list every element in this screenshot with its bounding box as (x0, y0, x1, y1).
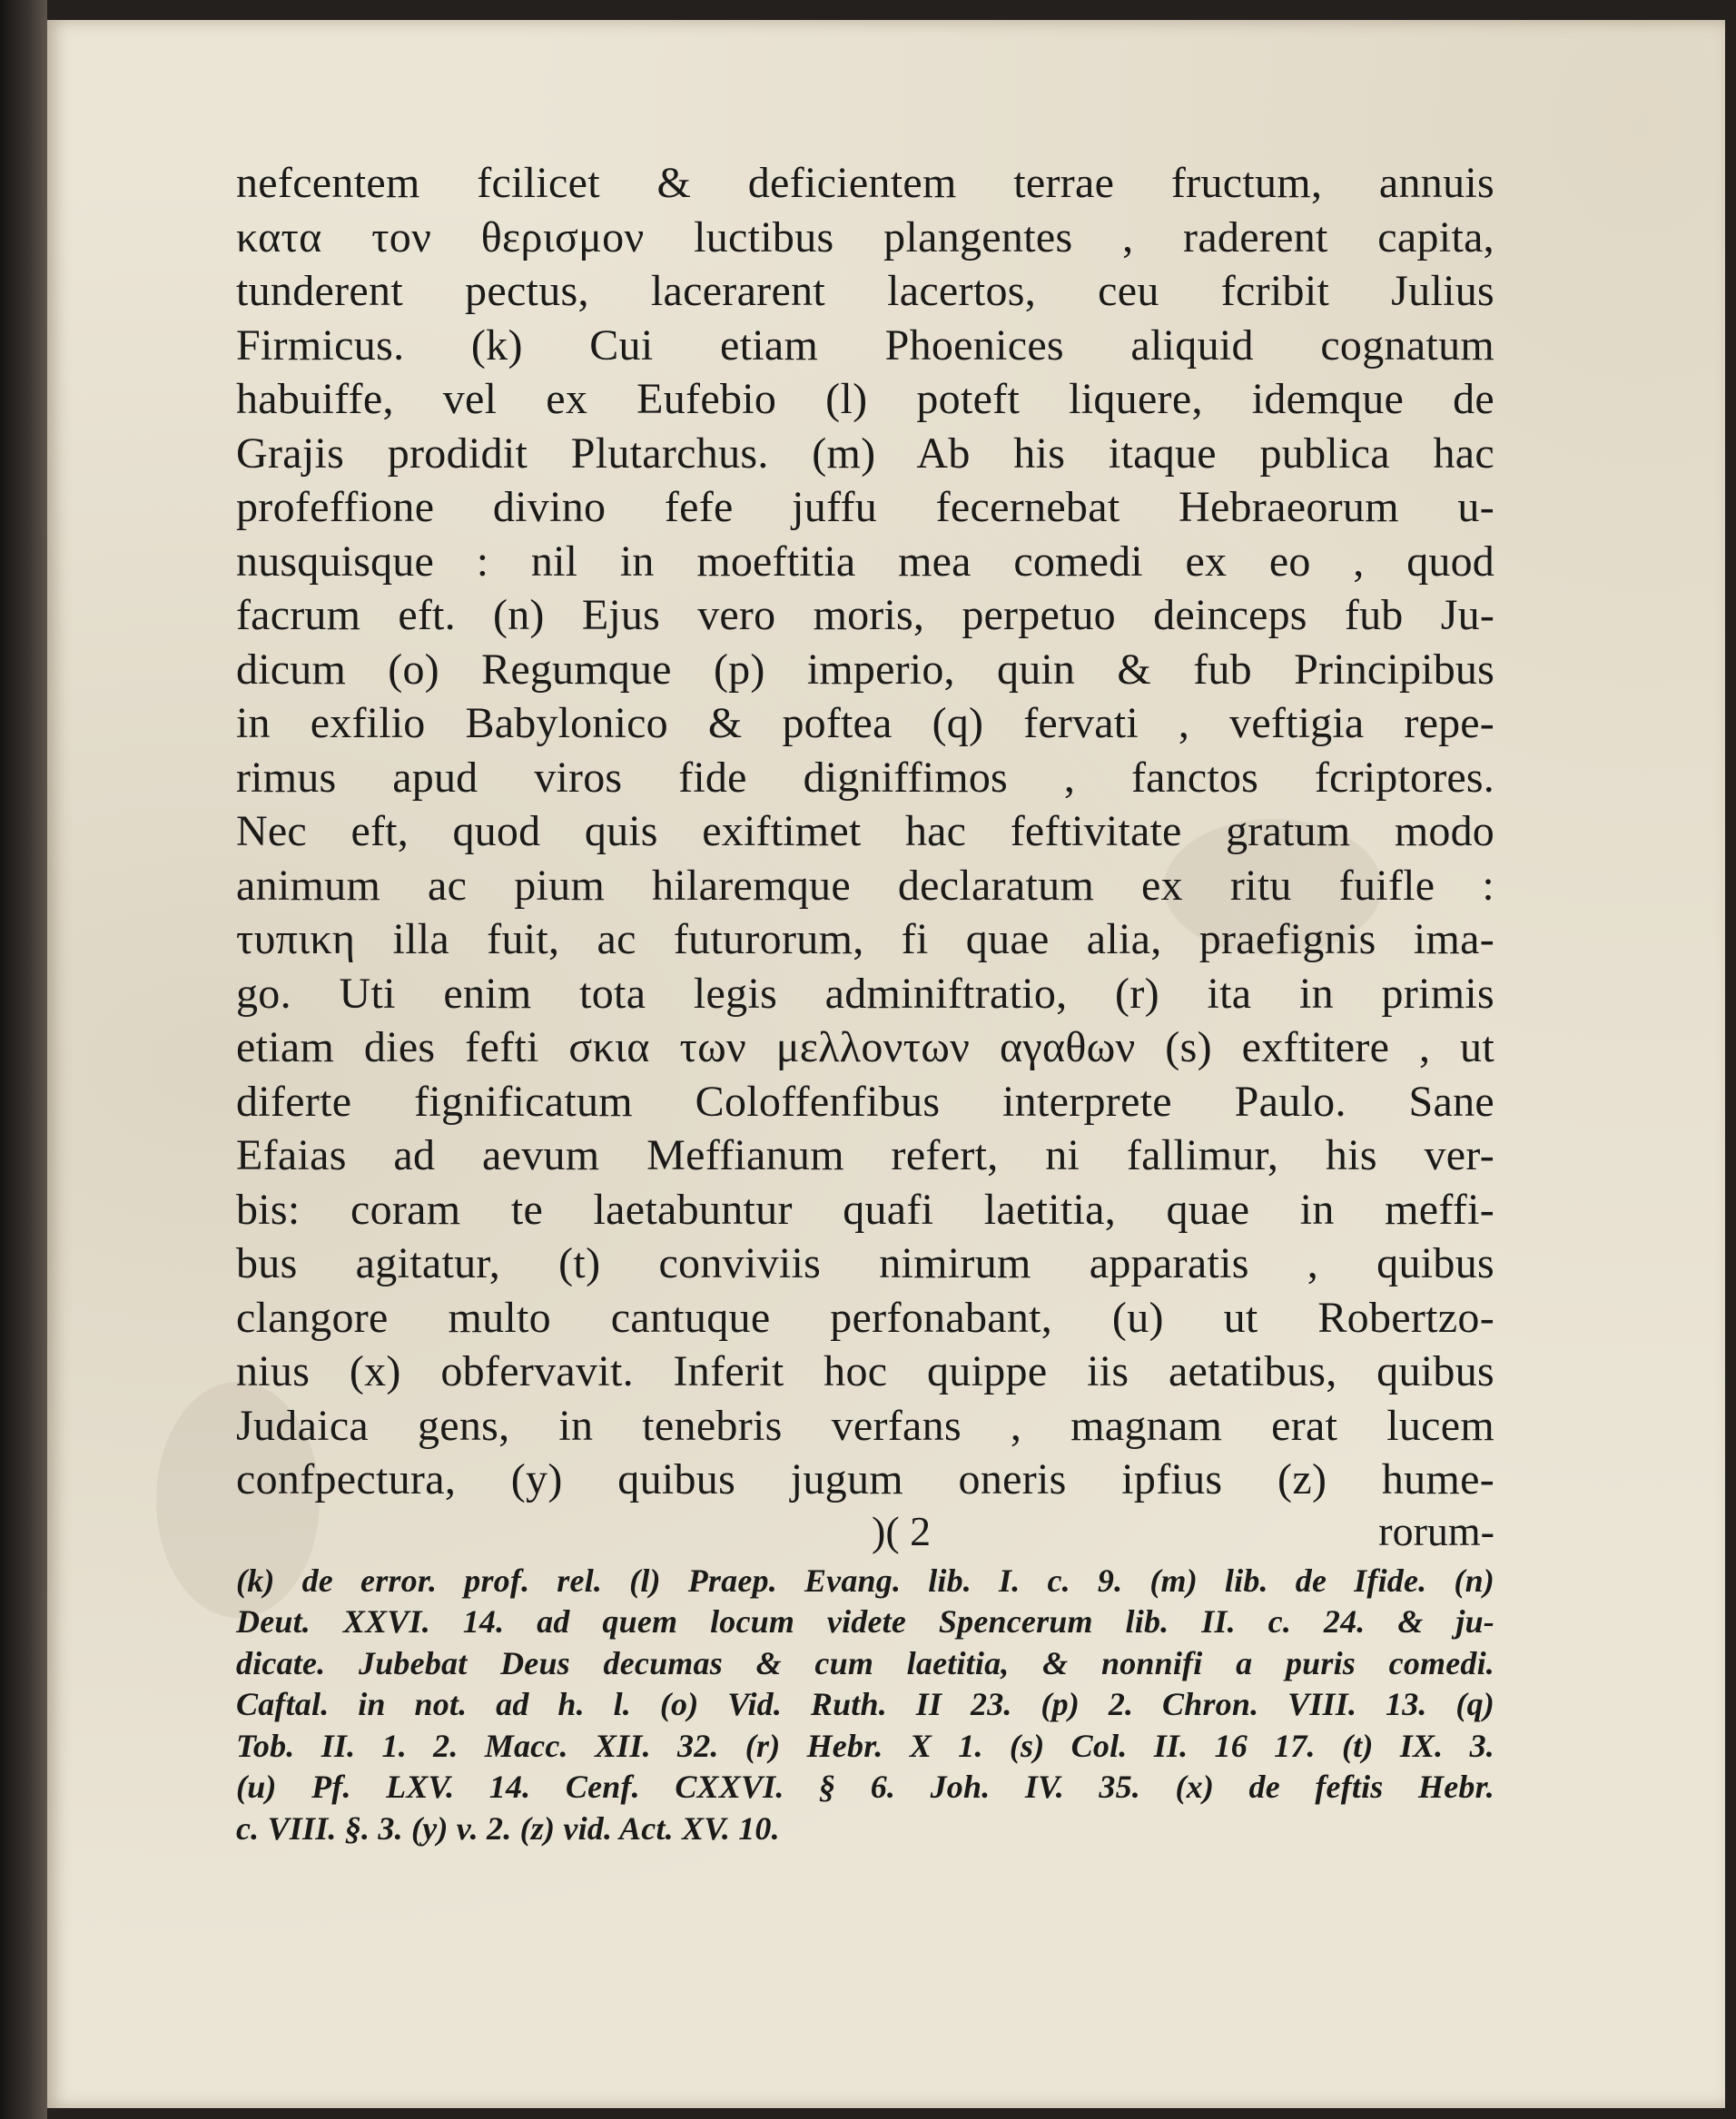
text-line: confpectura, (y) quibus jugum oneris ipfius (z) hume- (236, 1455, 1494, 1503)
text-line: diferte fignificatum Coloffenfibus interprete Paulo. Sane (236, 1077, 1494, 1126)
footnote-line: Deut. XXVI. 14. ad quem locum videte Spencerum lib. II. c. 24. & ju- (236, 1603, 1494, 1640)
text-line: nefcentem fcilicet & deficientem terrae fructum, annuis (236, 159, 1494, 207)
text-block (236, 156, 1494, 1849)
text-line: rimus apud viros fide digniffimos , fanctos fcriptores. (236, 753, 1494, 802)
text-line: κατα τον θερισμον luctibus plangentes , raderent capita, (236, 212, 1494, 261)
footnote-line: dicate. Jubebat Deus decumas & cum laetitia, & nonnifi a puris comedi. (236, 1644, 1494, 1681)
text-line: facrum eft. (n) Ejus vero moris, perpetuo deinceps fub Ju- (236, 591, 1494, 639)
book-page (47, 20, 1725, 2108)
text-line: τυπικη illa fuit, ac futurorum, fi quae alia, praefignis ima- (236, 915, 1494, 963)
text-line: go. Uti enim tota legis adminiftratio, (r) ita in primis (236, 969, 1494, 1018)
main-text (236, 156, 1494, 1507)
text-line: tunderent pectus, lacerarent lacertos, ceu fcribit Julius (236, 267, 1494, 315)
text-line: Judaica gens, in tenebris verfans , magnam erat lucem (236, 1401, 1494, 1450)
text-line: clangore multo cantuque perfonabant, (u) ut Robertzo- (236, 1293, 1494, 1342)
text-line: dicum (o) Regumque (p) imperio, quin & fub Principibus (236, 645, 1494, 694)
footnote-line: (u) Pf. LXV. 14. Cenf. CXXVI. § 6. Joh. IV. 35. (x) de feftis Hebr. (236, 1769, 1494, 1805)
footnote-line: c. VIII. §. 3. (y) v. 2. (z) vid. Act. XV. 10. (236, 1809, 780, 1847)
text-line: bus agitatur, (t) conviviis nimirum apparatis , quibus (236, 1239, 1494, 1287)
text-line: Firmicus. (k) Cui etiam Phoenices aliquid cognatum (236, 320, 1494, 370)
footnote-line: Caftal. in not. ad h. l. (o) Vid. Ruth. II 23. (p) 2. Chron. VIII. 13. (q) (236, 1686, 1494, 1722)
signature-row (236, 1507, 1494, 1561)
text-line: nius (x) obfervavit. Inferit hoc quippe iis aetatibus, quibus (236, 1347, 1494, 1395)
text-line: profeffione divino fefe juffu fecernebat Hebraeorum u- (236, 483, 1494, 531)
text-line: nusquisque : nil in moeftitia mea comedi ex eo , quod (236, 537, 1494, 586)
footnotes (236, 1561, 1494, 1850)
text-line: Nec eft, quod quis exiftimet hac feftivitate gratum modo (236, 807, 1494, 855)
book-spine (0, 0, 47, 2119)
text-line: in exfilio Babylonico & poftea (q) fervati , veftigia repe- (236, 699, 1494, 747)
text-line: bis: coram te laetabuntur quafi laetitia, quae in meffi- (236, 1185, 1494, 1234)
text-line: etiam dies fefti σκια των μελλοντων αγαθων (s) exftitere , ut (236, 1023, 1494, 1071)
catchword: rorum- (1378, 1507, 1494, 1554)
footnote-line: (k) de error. prof. rel. (l) Praep. Evang. lib. I. c. 9. (m) lib. de Ifide. (n) (236, 1562, 1494, 1599)
text-line: habuiffe, vel ex Eufebio (l) poteft liquere, idemque de (236, 375, 1494, 423)
text-line: animum ac pium hilaremque declaratum ex ritu fuifle : (236, 861, 1494, 910)
footnote-line: Tob. II. 1. 2. Macc. XII. 32. (r) Hebr. X 1. (s) Col. II. 16 17. (t) IX. 3. (236, 1727, 1494, 1764)
text-line: Efaias ad aevum Meffianum refert, ni fallimur, his ver- (236, 1131, 1494, 1179)
signature-mark: )( 2 (872, 1507, 932, 1554)
text-line: Grajis prodidit Plutarchus. (m) Ab his itaque publica hac (236, 429, 1494, 478)
